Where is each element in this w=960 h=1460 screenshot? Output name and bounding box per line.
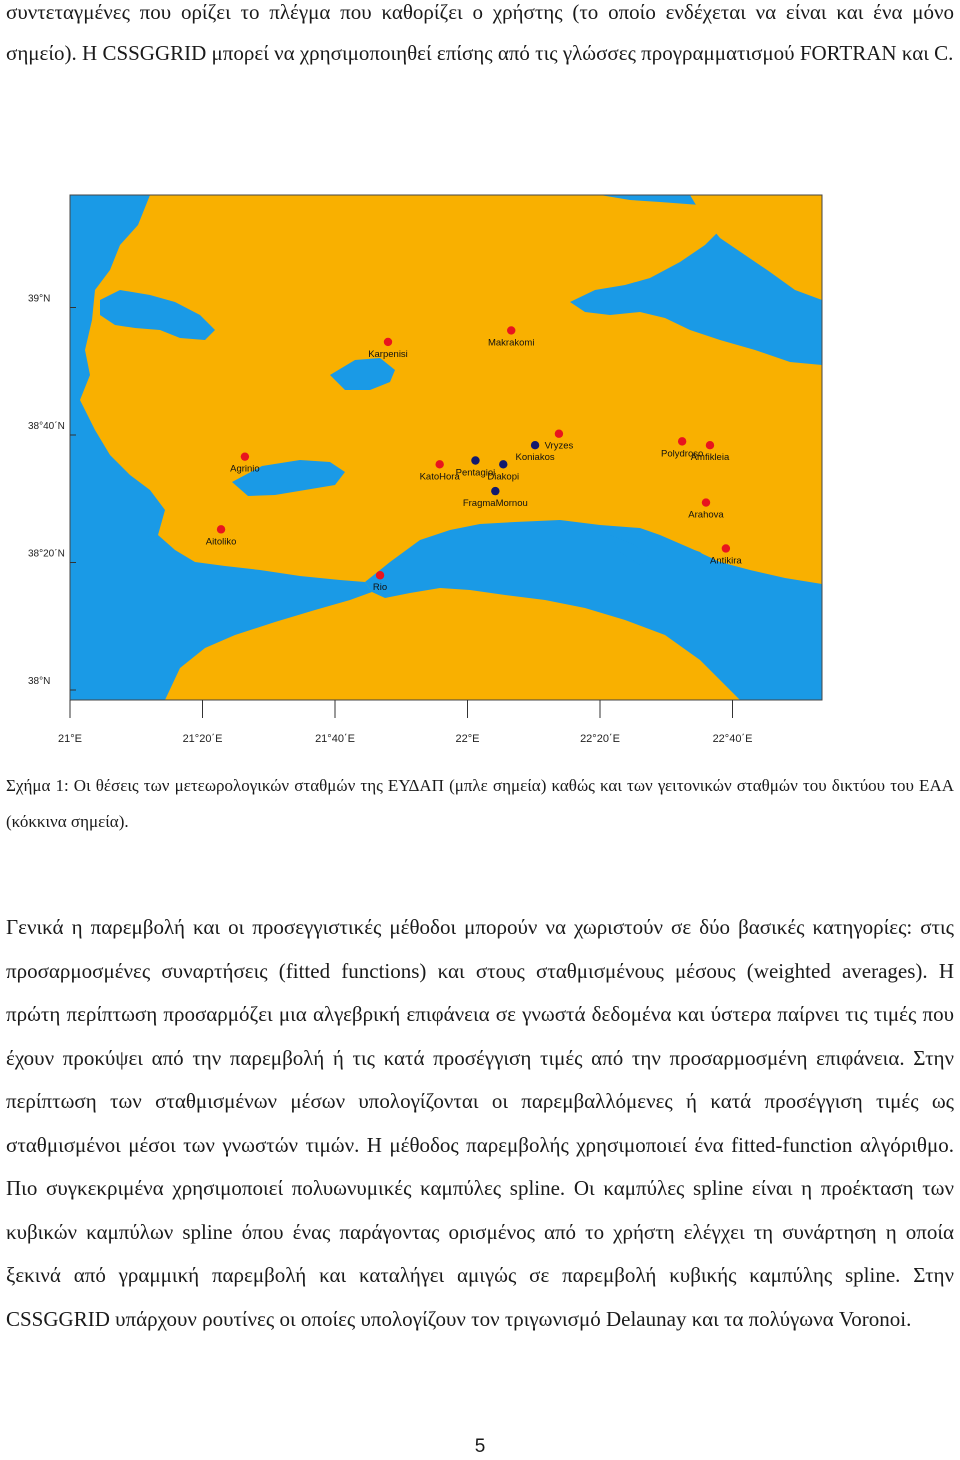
station-marker: [531, 441, 539, 449]
station-label: Agrinio: [230, 463, 260, 475]
station-label: Amfikleia: [690, 452, 730, 464]
station-marker: [384, 338, 392, 346]
lon-tick-label: 22°20΄E: [580, 733, 620, 745]
lon-tick-label: 22°E: [455, 733, 480, 745]
page-number: 5: [474, 1436, 486, 1457]
station-label: Karpenisi: [368, 348, 408, 360]
station-label: Polydroso: [661, 448, 704, 460]
longitude-axis: [58, 700, 752, 745]
station-marker: [555, 430, 563, 438]
figure-caption: Σχήμα 1: Οι θέσεις των μετεωρολογικών σταθμών της ΕΥΔΑΠ (μπλε σημεία) καθώς και των γειτονικών σταθμών του δικτύου του ΕΑΑ (κόκκινα σημεία).: [6, 776, 954, 831]
lat-tick-label: 38°40΄N: [28, 420, 65, 432]
station-label: Diakopi: [487, 471, 520, 483]
station-marker: [706, 441, 714, 449]
intro-paragraph: συντεταγμένες που ορίζει το πλέγμα που καθορίζει ο χρήστης (το οποίο ενδέχεται να είναι και ένα μόνο σημείο). Η CSSGGRID μπορεί να χρησιμοποιηθεί επίσης από τις γλώσσες προγραμματισμού FORTRAN και C.: [6, 0, 954, 65]
lon-tick-label: 21°20΄E: [182, 733, 223, 745]
station-label: Antikira: [710, 555, 742, 567]
station-label: Vryzes: [544, 440, 574, 452]
lon-tick-label: 21°E: [58, 733, 82, 745]
station-marker: [471, 456, 479, 464]
station-map-figure: [0, 190, 960, 760]
station-marker: [376, 571, 384, 579]
station-label: Aitoliko: [205, 536, 237, 548]
lon-tick-label: 22°40΄E: [712, 733, 753, 745]
lon-tick-label: 21°40΄E: [315, 733, 355, 745]
station-marker: [241, 452, 249, 460]
station-label: Koniakos: [515, 452, 555, 464]
station-label: Pentagioi: [455, 467, 496, 479]
station-marker: [491, 487, 499, 495]
lat-tick-label: 38°20΄N: [28, 548, 65, 560]
station-label: Arahova: [688, 509, 724, 521]
station-marker: [435, 460, 443, 468]
station-label: FragmaMornou: [462, 498, 528, 510]
lat-tick-label: 39°N: [28, 293, 51, 305]
station-marker: [499, 460, 507, 468]
station-label: Rio: [372, 582, 388, 594]
station-marker: [702, 498, 710, 506]
station-label: KatoHora: [419, 471, 460, 483]
station-marker: [722, 544, 730, 552]
latitude-axis: [28, 293, 76, 690]
station-marker: [678, 437, 686, 445]
station-label: Makrakomi: [487, 337, 535, 349]
station-marker: [217, 525, 225, 533]
station-marker: [507, 326, 515, 334]
lat-tick-label: 38°N: [28, 676, 51, 687]
body-paragraph: Γενικά η παρεμβολή και οι προσεγγιστικές μέθοδοι μπορούν να χωριστούν σε δύο βασικές κατηγορίες: στις προσαρμοσμένες συναρτήσεις (fitted functions) και στους σταθμισμένους μέσους (weighted averages). Η πρώτη περίπτωση προσαρμόζει μια αλγεβρική επιφάνεια σε γνωστά δεδομένα και ύστερα παίρνει τις τιμές που έχουν προκύψει από την παρεμβολή ή τις κατά προσέγγιση τιμές από την προσαρμοσμένη επιφάνεια. Στην περίπτωση των σταθμισμένων μέσων υπολογίζονται οι παρεμβαλλόμενες ή κατά προσέγγιση τιμές ως σταθμισμένοι μέσοι των γνωστών τιμών. Η μέθοδος παρεμβολής χρησιμοποιεί ένα fitted-function αλγόριθμο. Πιο συγκεκριμένα χρησιμοποιεί πολυωνυμικές καμπύλες spline. Οι καμπύλες spline είναι η προέκταση των κυβικών καμπύλων spline όπου ένας παράγοντας ορισμένος από το χρήστη ελέγχει τη συνάρτηση η οποία ξεκινά από γραμμική παρεμβολή και καταλήγει αμιγώς σε παρεμβολή κυβικής καμπύλης spline. Στην CSSGGRID υπάρχουν ρουτίνες οι οποίες υπολογίζουν τον τριγωνισμό Delaunay και τα πολύγωνα Voronoi.: [6, 915, 954, 1331]
